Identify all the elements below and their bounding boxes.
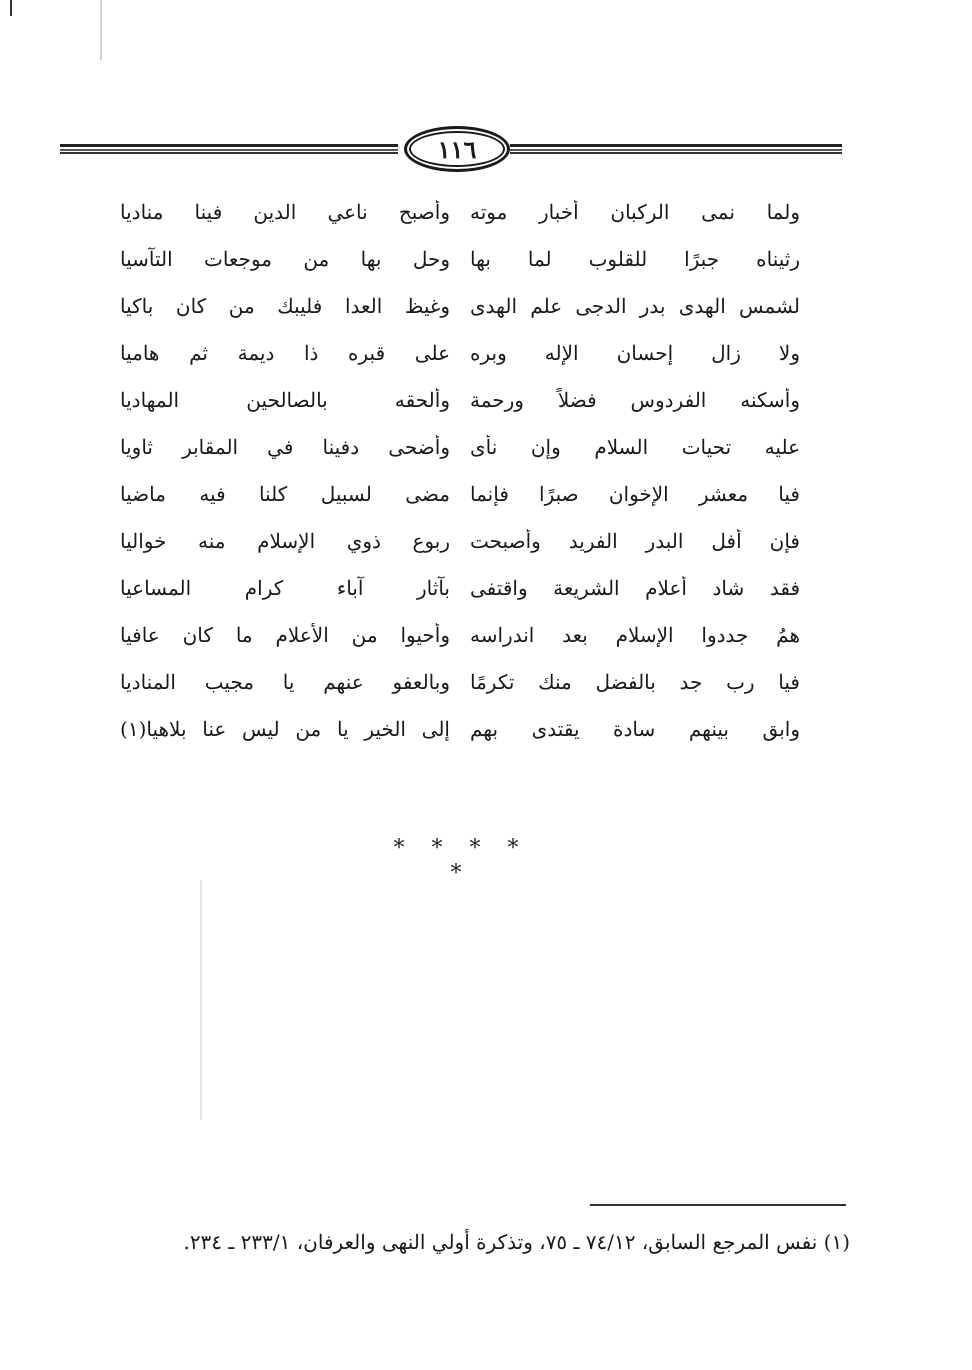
page-header (60, 120, 842, 170)
hemistich-right: همُ جددوا الإسلام بعد اندراسه (470, 622, 800, 647)
verse-line (120, 329, 800, 376)
scan-artifact (200, 880, 202, 1120)
hemistich-right: عليه تحيات السلام وإن نأى (470, 434, 800, 459)
section-separator: * * * * * (393, 836, 529, 886)
verse-line (120, 376, 800, 423)
hemistich-left: بآثار آباء كرام المساعيا (120, 575, 450, 600)
hemistich-left: على قبره ذا ديمة ثم هاميا (120, 340, 450, 365)
poem (120, 188, 800, 752)
page-number: ١١٦ (404, 126, 510, 172)
verse-line (120, 423, 800, 470)
verse-line (120, 705, 800, 752)
verse-line (120, 282, 800, 329)
hemistich-right: فقد شاد أعلام الشريعة واقتفى (470, 575, 800, 600)
hemistich-left: إلى الخير يا من ليس عنا بلاهيا(١) (120, 716, 450, 741)
header-rule-left (60, 144, 398, 154)
hemistich-left: ربوع ذوي الإسلام منه خواليا (120, 528, 450, 553)
verse-line (120, 611, 800, 658)
scan-corner-mark (10, 0, 12, 16)
hemistich-right: فيا رب جد بالفضل منك تكرمًا (470, 669, 800, 694)
verse-line (120, 188, 800, 235)
header-rule-right (510, 144, 842, 154)
hemistich-right: فإن أفل البدر الفريد وأصبحت (470, 528, 800, 553)
hemistich-right: لشمس الهدى بدر الدجى علم الهدى (470, 293, 800, 318)
verse-line (120, 517, 800, 564)
hemistich-right: ولا زال إحسان الإله وبره (470, 340, 800, 365)
hemistich-left: وأحيوا من الأعلام ما كان عافيا (120, 622, 450, 647)
hemistich-left: مضى لسبيل كلنا فيه ماضيا (120, 481, 450, 506)
hemistich-left: وألحقه بالصالحين المهاديا (120, 387, 450, 412)
hemistich-right: رثيناه جبرًا للقلوب لما بها (470, 246, 800, 271)
footnote: (١) نفس المرجع السابق، ٧٤/١٢ ـ ٧٥، وتذكرة أولي النهى والعرفان، ٢٣٣/١ ـ ٢٣٤. (183, 1230, 850, 1254)
hemistich-right: ولما نمى الركبان أخبار موته (470, 199, 800, 224)
footnote-rule (590, 1204, 846, 1206)
hemistich-right: وابق بينهم سادة يقتدى بهم (470, 716, 800, 741)
hemistich-right: وأسكنه الفردوس فضلاً ورحمة (470, 387, 800, 412)
verse-line (120, 235, 800, 282)
verse-line (120, 470, 800, 517)
hemistich-left: وغيظ العدا فليبك من كان باكيا (120, 293, 450, 318)
hemistich-left: وأصبح ناعي الدين فينا مناديا (120, 199, 450, 224)
hemistich-left: وحل بها من موجعات التآسيا (120, 246, 450, 271)
hemistich-left: وأضحى دفينا في المقابر ثاويا (120, 434, 450, 459)
scan-artifact (100, 0, 102, 60)
hemistich-right: فيا معشر الإخوان صبرًا فإنما (470, 481, 800, 506)
verse-line (120, 564, 800, 611)
verse-line (120, 658, 800, 705)
hemistich-left: وبالعفو عنهم يا مجيب المناديا (120, 669, 450, 694)
